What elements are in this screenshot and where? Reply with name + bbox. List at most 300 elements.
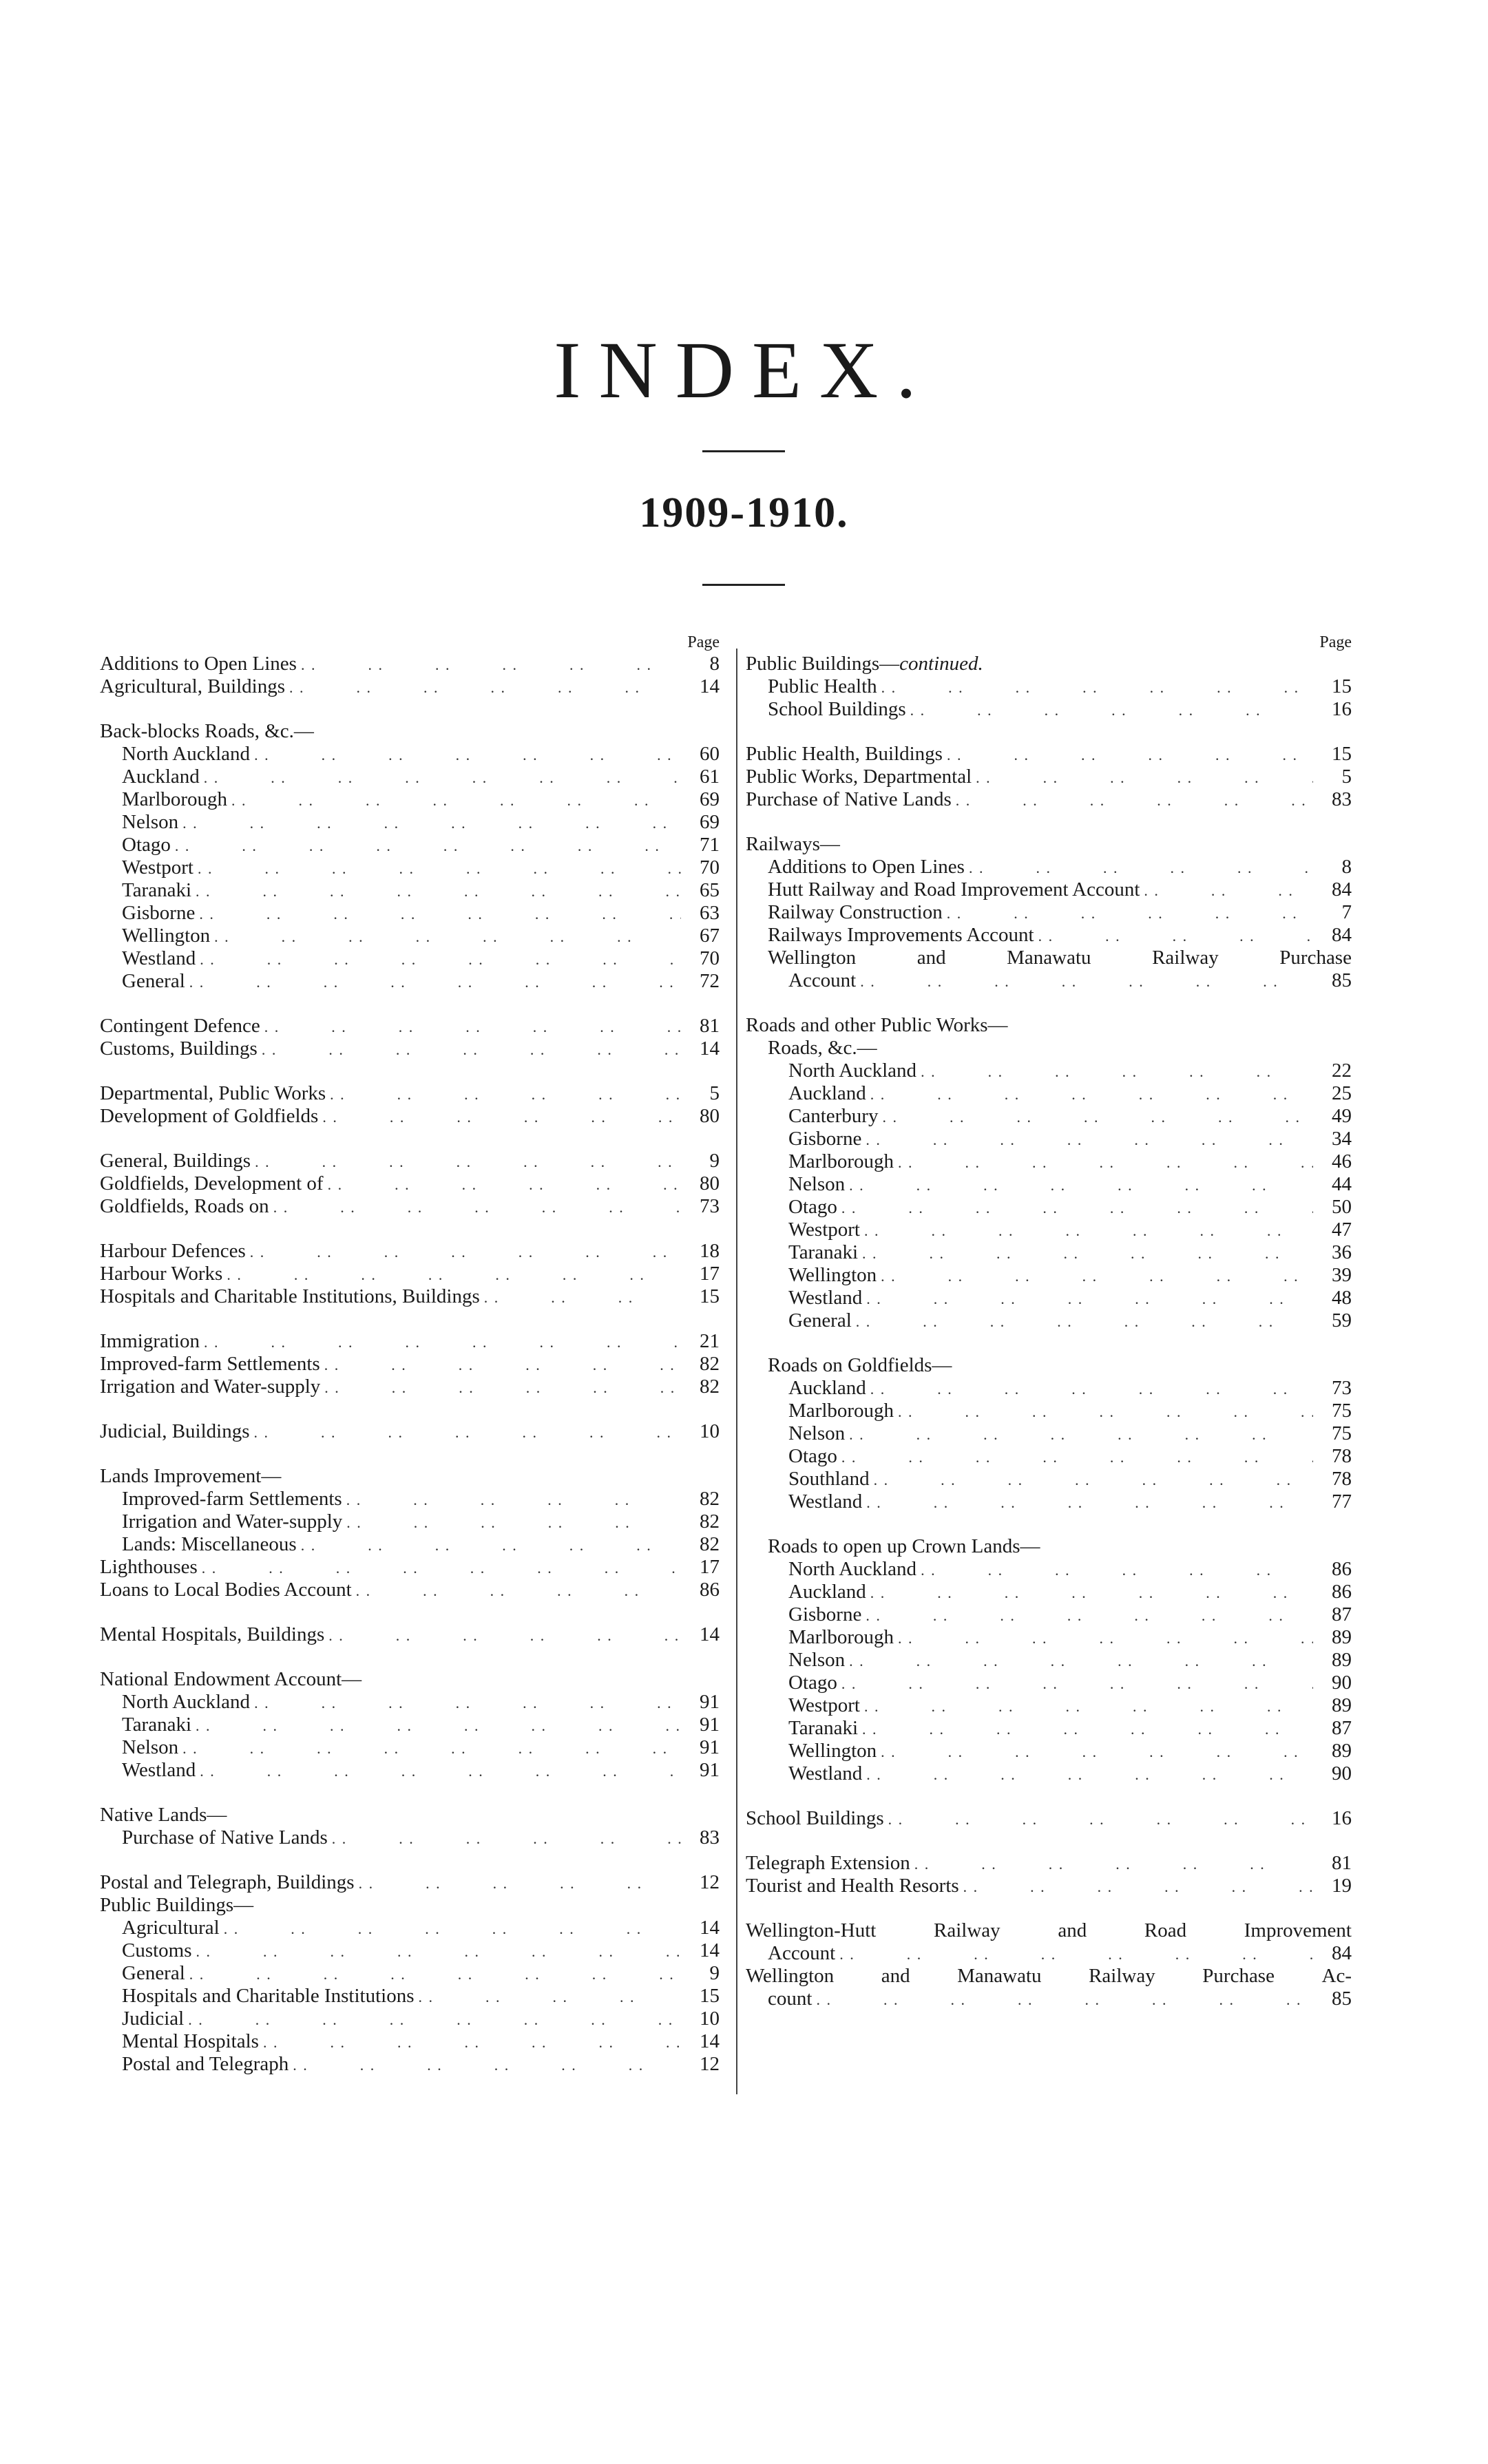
dot-leader <box>192 1940 681 1963</box>
entry-page-number: 80 <box>700 1105 720 1127</box>
dot-leader <box>837 1446 1313 1468</box>
dot-leader <box>894 1627 1313 1650</box>
index-entry <box>100 1015 720 1038</box>
entry-label: Nelson <box>122 1736 179 1758</box>
entry-label: Development of Goldfields <box>100 1105 319 1127</box>
spacer <box>100 1849 720 1871</box>
entry-page-number: 47 <box>1332 1219 1352 1241</box>
spacer <box>100 1398 720 1420</box>
entry-page-number: 14 <box>700 675 720 697</box>
index-heading <box>100 1894 720 1917</box>
entry-label: Purchase of Native Lands <box>746 788 952 810</box>
index-entry <box>100 1263 720 1285</box>
index-entry <box>746 1807 1352 1830</box>
index-entry <box>100 1871 720 1894</box>
dot-leader <box>877 676 1313 699</box>
index-heading <box>746 833 1352 856</box>
entry-label: Hutt Railway and Road Improvement Account <box>768 878 1140 901</box>
entry-label: Taranaki <box>788 1717 859 1739</box>
entry-label: Judicial, Buildings <box>100 1420 250 1442</box>
index-entry <box>100 1826 720 1849</box>
heading-text: Roads, &c.— <box>768 1037 877 1059</box>
entry-label: Customs, Buildings <box>100 1038 258 1060</box>
index-entry <box>100 1917 720 1939</box>
entry-page-number: 12 <box>700 2053 720 2075</box>
dot-leader <box>220 1917 681 1940</box>
entry-label: Account <box>788 969 857 991</box>
dot-leader <box>866 1083 1313 1106</box>
entry-page-number: 86 <box>700 1579 720 1601</box>
index-entry <box>746 1988 1352 2010</box>
dot-leader <box>906 699 1313 722</box>
entry-label: Public Works, Departmental <box>746 766 972 788</box>
entry-label: Auckland <box>788 1082 866 1104</box>
dot-leader <box>196 948 681 971</box>
entry-page-number: 16 <box>1332 698 1352 720</box>
entry-page-number: 44 <box>1332 1173 1352 1195</box>
entry-page-number: 81 <box>700 1015 720 1037</box>
entry-page-number: 77 <box>1332 1491 1352 1513</box>
dot-leader <box>258 1038 681 1061</box>
index-entry <box>100 925 720 947</box>
index-entry <box>100 1691 720 1714</box>
entry-label: Immigration <box>100 1330 200 1352</box>
entry-page-number: 73 <box>1332 1377 1352 1399</box>
index-entry <box>100 1736 720 1759</box>
index-entry <box>100 653 720 675</box>
index-entry <box>746 1150 1352 1173</box>
dot-leader <box>860 1695 1313 1718</box>
entry-label: Marlborough <box>788 1400 894 1422</box>
index-entry <box>100 947 720 970</box>
entry-page-number: 15 <box>1332 675 1352 697</box>
entry-word: Purchase <box>1279 947 1352 969</box>
index-entry <box>746 1603 1352 1626</box>
index-entry <box>746 1105 1352 1128</box>
index-heading <box>100 720 720 743</box>
dot-leader <box>227 789 681 812</box>
heading-text: Public Buildings— <box>100 1894 254 1916</box>
index-entry <box>100 1376 720 1398</box>
index-entry <box>746 924 1352 947</box>
entry-label: Goldfields, Development of <box>100 1172 324 1194</box>
entry-label: Judicial <box>122 2008 185 2030</box>
index-entry <box>746 675 1352 698</box>
dot-leader <box>200 1331 681 1354</box>
dot-leader <box>250 744 681 766</box>
entry-label: Goldfields, Roads on <box>100 1195 269 1217</box>
heading-continued: continued. <box>899 653 983 675</box>
dot-leader <box>837 1672 1313 1695</box>
spacer <box>746 1785 1352 1807</box>
heading-text: Railways— <box>746 833 840 855</box>
entry-page-number: 87 <box>1332 1717 1352 1739</box>
entry-label: Postal and Telegraph, Buildings <box>100 1871 355 1893</box>
entry-page-number: 17 <box>700 1556 720 1578</box>
index-entry <box>746 1241 1352 1264</box>
dot-leader <box>972 766 1313 789</box>
index-entry <box>746 1717 1352 1740</box>
entry-page-number: 83 <box>1332 788 1352 810</box>
spacer <box>746 721 1352 743</box>
dot-leader <box>320 1354 681 1376</box>
index-entry <box>746 1672 1352 1694</box>
entry-page-number: 91 <box>700 1714 720 1736</box>
index-entry <box>100 2053 720 2076</box>
page-years: 1909-1910. <box>639 489 849 536</box>
entry-page-number: 18 <box>700 1240 720 1262</box>
index-entry <box>100 1533 720 1556</box>
entry-page-number: 78 <box>1332 1445 1352 1467</box>
entry-label: Auckland <box>788 1581 866 1603</box>
index-entry <box>746 878 1352 901</box>
dot-leader <box>178 812 681 834</box>
index-entry <box>100 811 720 834</box>
entry-label: Public Health, Buildings <box>746 743 943 765</box>
index-entry-line <box>746 947 1352 969</box>
index-entry <box>100 902 720 925</box>
dot-leader <box>866 1581 1313 1604</box>
index-entry <box>746 788 1352 811</box>
dot-leader <box>959 1875 1313 1898</box>
entry-page-number: 89 <box>1332 1649 1352 1671</box>
entry-label: Nelson <box>788 1422 846 1444</box>
entry-word: Wellington-Hutt <box>746 1919 877 1941</box>
index-entry <box>746 1942 1352 1965</box>
entry-label: Auckland <box>122 766 200 788</box>
index-entry <box>746 901 1352 924</box>
entry-label: Lands: Miscellaneous <box>122 1533 297 1555</box>
index-heading <box>746 1014 1352 1037</box>
dot-leader <box>185 971 681 993</box>
index-entry <box>746 1762 1352 1785</box>
entry-word: Wellington <box>746 1965 835 1987</box>
entry-label: Harbour Works <box>100 1263 223 1285</box>
entry-word: Ac- <box>1321 1965 1352 1987</box>
spacer <box>100 1308 720 1330</box>
index-entry <box>746 1468 1352 1491</box>
spacer <box>100 993 720 1015</box>
entry-word: Purchase <box>1202 1965 1275 1987</box>
index-entry <box>100 1285 720 1308</box>
entry-word: Manawatu <box>957 1965 1042 1987</box>
index-entry <box>746 1219 1352 1241</box>
dot-leader <box>845 1423 1313 1446</box>
dot-leader <box>480 1286 681 1309</box>
entry-page-number: 61 <box>700 766 720 788</box>
entry-page-number: 85 <box>1332 1988 1352 2010</box>
dot-leader <box>297 1534 681 1557</box>
index-entry <box>746 766 1352 788</box>
dot-leader <box>866 1378 1313 1400</box>
entry-page-number: 81 <box>1332 1852 1352 1874</box>
entry-page-number: 19 <box>1332 1875 1352 1897</box>
entry-label: Railway Construction <box>768 901 943 923</box>
index-entry <box>746 969 1352 992</box>
entry-page-number: 86 <box>1332 1558 1352 1580</box>
entry-label: Westland <box>122 1759 196 1781</box>
entry-word: Manawatu <box>1007 947 1091 969</box>
index-entry <box>100 1082 720 1105</box>
dot-leader <box>342 1488 681 1511</box>
entry-label: Customs <box>122 1939 192 1961</box>
dot-leader <box>861 1128 1313 1151</box>
entry-page-number: 78 <box>1332 1468 1352 1490</box>
entry-label: Nelson <box>122 811 179 833</box>
entry-label: General <box>122 970 185 992</box>
entry-page-number: 50 <box>1332 1196 1352 1218</box>
index-entry <box>100 1150 720 1172</box>
page-column-header: Page <box>1319 633 1352 651</box>
index-entry <box>100 834 720 856</box>
dot-leader <box>178 1737 681 1760</box>
index-entry <box>746 1626 1352 1649</box>
index-entry <box>746 1875 1352 1897</box>
entry-page-number: 86 <box>1332 1581 1352 1603</box>
entry-page-number: 21 <box>700 1330 720 1352</box>
entry-label: North Auckland <box>122 1691 251 1713</box>
index-heading <box>100 1804 720 1826</box>
dot-leader <box>328 1827 681 1850</box>
entry-page-number: 14 <box>700 1038 720 1060</box>
entry-label: General, Buildings <box>100 1150 251 1172</box>
entry-word: Railway <box>1152 947 1219 969</box>
entry-page-number: 70 <box>700 856 720 878</box>
entry-page-number: 5 <box>1341 766 1352 788</box>
entry-page-number: 15 <box>700 1985 720 2007</box>
entry-label: Improved-farm Settlements <box>100 1353 320 1375</box>
left-column <box>100 632 720 2076</box>
index-entry <box>746 1128 1352 1150</box>
spacer <box>746 811 1352 833</box>
index-entry <box>746 1060 1352 1082</box>
dot-leader <box>352 1579 681 1602</box>
dot-leader <box>297 653 681 676</box>
heading-text: Roads and other Public Works— <box>746 1014 1008 1036</box>
index-entry <box>100 1714 720 1736</box>
entry-page-number: 82 <box>700 1533 720 1555</box>
entry-page-number: 48 <box>1332 1287 1352 1309</box>
entry-page-number: 75 <box>1332 1400 1352 1422</box>
dot-leader <box>414 1986 681 2008</box>
index-entry <box>746 743 1352 766</box>
index-heading <box>100 1465 720 1488</box>
entry-label: Taranaki <box>122 879 192 901</box>
entry-label: Improved-farm Settlements <box>122 1488 342 1510</box>
dot-leader <box>246 1241 681 1263</box>
dot-leader <box>837 1197 1313 1219</box>
index-entry <box>100 1353 720 1376</box>
entry-page-number: 39 <box>1332 1264 1352 1286</box>
index-entry <box>746 1694 1352 1717</box>
dot-leader <box>250 1421 682 1444</box>
entry-label: Public Health <box>768 675 877 697</box>
index-entry <box>100 1579 720 1601</box>
dot-leader <box>878 1106 1313 1128</box>
index-heading <box>100 1668 720 1691</box>
entry-page-number: 90 <box>1332 1672 1352 1694</box>
entry-page-number: 89 <box>1332 1740 1352 1762</box>
entry-page-number: 16 <box>1332 1807 1352 1829</box>
entry-label: Wellington <box>788 1264 877 1286</box>
spacer <box>746 992 1352 1014</box>
entry-label: Lighthouses <box>100 1556 198 1578</box>
entry-label: Irrigation and Water-supply <box>100 1376 321 1398</box>
entry-page-number: 82 <box>700 1510 720 1533</box>
dot-leader <box>835 1943 1313 1966</box>
heading-text: Native Lands— <box>100 1804 227 1826</box>
entry-page-number: 82 <box>700 1488 720 1510</box>
entry-page-number: 59 <box>1332 1309 1352 1331</box>
entry-word: Road <box>1144 1919 1187 1941</box>
entry-label: Otago <box>788 1196 837 1218</box>
index-entry <box>100 675 720 698</box>
entry-label: Harbour Defences <box>100 1240 246 1262</box>
entry-label: count <box>768 1988 813 2010</box>
dot-leader <box>198 1557 681 1579</box>
index-entry <box>100 743 720 766</box>
dot-leader <box>195 903 681 925</box>
entry-page-number: 15 <box>1332 743 1352 765</box>
index-entry <box>746 1445 1352 1468</box>
dot-leader <box>171 834 681 857</box>
page-title: INDEX. <box>554 325 934 415</box>
entry-label: Taranaki <box>788 1241 859 1263</box>
entry-page-number: 25 <box>1332 1082 1352 1104</box>
entry-label: Loans to Local Bodies Account <box>100 1579 352 1601</box>
spacer <box>100 698 720 720</box>
heading-text: Back-blocks Roads, &c.— <box>100 720 314 742</box>
entry-label: Agricultural, Buildings <box>100 675 286 697</box>
dot-leader <box>916 1559 1313 1581</box>
dot-leader <box>260 1015 681 1038</box>
dot-leader <box>259 2031 681 2054</box>
dot-leader <box>250 1692 681 1714</box>
index-entry <box>746 1400 1352 1422</box>
index-entry <box>746 1287 1352 1309</box>
entry-label: Marlborough <box>788 1150 894 1172</box>
entry-label: Departmental, Public Works <box>100 1082 326 1104</box>
entry-label: School Buildings <box>746 1807 884 1829</box>
index-entry <box>746 1082 1352 1105</box>
entry-page-number: 73 <box>700 1195 720 1217</box>
entry-label: Marlborough <box>788 1626 894 1648</box>
entry-label: Postal and Telegraph <box>122 2053 289 2075</box>
dot-leader <box>856 970 1313 993</box>
dot-leader <box>916 1060 1313 1083</box>
entry-label: Additions to Open Lines <box>100 653 297 675</box>
index-entry <box>746 1422 1352 1445</box>
entry-label: Additions to Open Lines <box>768 856 965 878</box>
entry-page-number: 14 <box>700 2030 720 2052</box>
entry-word: and <box>881 1965 910 1987</box>
entry-label: Taranaki <box>122 1714 192 1736</box>
entry-page-number: 10 <box>700 1420 720 1442</box>
spacer <box>100 1646 720 1668</box>
entry-label: Nelson <box>788 1173 846 1195</box>
dot-leader <box>894 1400 1313 1423</box>
dot-leader <box>191 1714 681 1737</box>
entry-word: Improvement <box>1244 1919 1352 1941</box>
entry-label: Gisborne <box>788 1128 862 1150</box>
dot-leader <box>320 1376 681 1399</box>
index-entry <box>100 1556 720 1579</box>
entry-page-number: 8 <box>1341 856 1352 878</box>
entry-page-number: 69 <box>700 788 720 810</box>
entry-page-number: 84 <box>1332 878 1352 901</box>
entry-page-number: 36 <box>1332 1241 1352 1263</box>
page-column-header: Page <box>687 633 720 651</box>
index-heading <box>746 653 1352 675</box>
entry-page-number: 17 <box>700 1263 720 1285</box>
entry-label: Otago <box>788 1445 837 1467</box>
index-entry <box>746 1377 1352 1400</box>
heading-text: Roads on Goldfields— <box>768 1354 952 1376</box>
entry-page-number: 14 <box>700 1917 720 1939</box>
dot-leader <box>877 1740 1313 1763</box>
dot-leader <box>861 1604 1313 1627</box>
entry-page-number: 89 <box>1332 1626 1352 1648</box>
entry-label: North Auckland <box>788 1060 917 1082</box>
dot-leader <box>222 1263 681 1286</box>
dot-leader <box>910 1853 1313 1875</box>
spacer <box>100 1782 720 1804</box>
index-entry <box>746 1491 1352 1513</box>
index-entry <box>100 1962 720 1985</box>
dot-leader <box>862 1491 1313 1514</box>
entry-label: Mental Hospitals, Buildings <box>100 1623 325 1645</box>
dot-leader <box>191 880 681 903</box>
dot-leader <box>324 1173 681 1196</box>
index-entry <box>746 1649 1352 1672</box>
dot-leader <box>845 1650 1313 1672</box>
index-entry <box>100 1985 720 2008</box>
entry-label: General <box>122 1962 185 1984</box>
dot-leader <box>862 1763 1313 1786</box>
index-entry <box>746 698 1352 721</box>
index-entry <box>100 1195 720 1218</box>
index-entry <box>746 1581 1352 1603</box>
index-entry <box>100 1420 720 1443</box>
entry-page-number: 91 <box>700 1691 720 1713</box>
index-entry <box>100 1172 720 1195</box>
entry-page-number: 14 <box>700 1623 720 1645</box>
entry-page-number: 69 <box>700 811 720 833</box>
dot-leader <box>184 2008 681 2031</box>
entry-page-number: 80 <box>700 1172 720 1194</box>
dot-leader <box>326 1083 681 1106</box>
dot-leader <box>812 1988 1313 2011</box>
entry-label: Otago <box>788 1672 837 1694</box>
entry-label: Mental Hospitals <box>122 2030 259 2052</box>
dot-leader <box>196 1760 681 1782</box>
index-entry <box>100 856 720 879</box>
entry-page-number: 87 <box>1332 1603 1352 1625</box>
dot-leader <box>289 2054 681 2076</box>
index-entry <box>100 970 720 993</box>
dot-leader <box>269 1196 681 1219</box>
entry-label: Westland <box>788 1491 863 1513</box>
entry-label: Telegraph Extension <box>746 1852 910 1874</box>
index-entry <box>100 879 720 902</box>
dot-leader <box>858 1718 1313 1740</box>
dot-leader <box>285 676 681 699</box>
index-entry-line <box>746 1919 1352 1942</box>
dot-leader <box>1034 925 1313 947</box>
entry-word: and <box>1058 1919 1087 1941</box>
entry-page-number: 67 <box>700 925 720 947</box>
entry-page-number: 75 <box>1332 1422 1352 1444</box>
